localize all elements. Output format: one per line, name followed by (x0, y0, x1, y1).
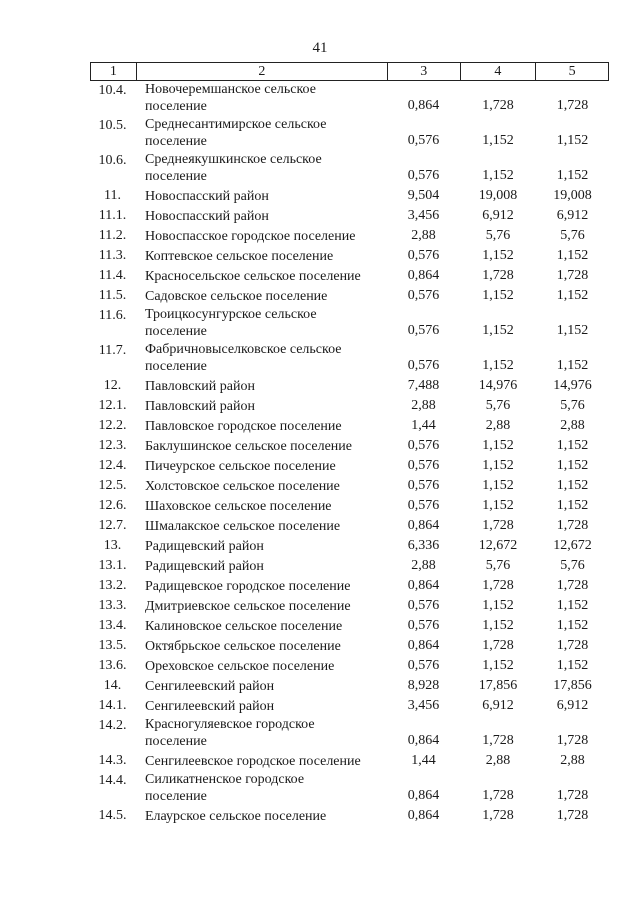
table-row (90, 206, 609, 226)
value-col-4: 1,152 (482, 358, 514, 373)
value-col-3: 2,88 (411, 398, 436, 413)
row-name (135, 438, 387, 455)
value-col-5: 1,728 (556, 808, 589, 823)
value-col-4: 1,728 (482, 733, 514, 748)
row-number: 13.2. (98, 578, 127, 593)
value-col-3: 0,576 (407, 498, 440, 513)
row-name (135, 753, 387, 770)
value-col-5: 1,728 (556, 788, 589, 803)
row-name (135, 498, 387, 515)
row-name-line: поселение (145, 99, 207, 114)
row-name (135, 208, 387, 225)
value-col-5: 1,728 (556, 268, 589, 283)
header-col-3: 3 (387, 63, 460, 80)
value-col-4: 1,728 (482, 578, 514, 593)
value-col-4: 1,152 (482, 598, 514, 613)
row-number: 12.4. (98, 458, 127, 473)
value-col-5: 6,912 (556, 208, 589, 223)
row-name-line: Холстовское сельское поселение (145, 478, 340, 494)
row-number: 10.5. (98, 118, 127, 133)
table-row (90, 536, 609, 556)
value-col-3: 0,864 (407, 268, 440, 283)
row-name (135, 458, 387, 475)
value-col-5: 5,76 (560, 558, 585, 573)
row-name-line: поселение (145, 169, 207, 184)
value-col-3: 0,576 (407, 133, 440, 148)
row-name-line: Новоспасское городское поселение (145, 228, 356, 244)
row-number: 12.5. (98, 478, 127, 493)
row-name-line: Среднеякушкинское сельское (145, 152, 322, 167)
value-col-5: 1,152 (556, 598, 589, 613)
value-col-5: 1,728 (556, 518, 589, 533)
value-col-3: 9,504 (407, 188, 440, 203)
row-name (135, 228, 387, 245)
value-col-5: 1,152 (556, 323, 589, 338)
value-col-5: 1,152 (556, 458, 589, 473)
value-col-5: 1,152 (556, 288, 589, 303)
row-name (135, 188, 387, 205)
value-col-5: 1,152 (556, 438, 589, 453)
row-name (135, 771, 387, 806)
row-number: 14.2. (98, 718, 127, 733)
row-number: 12.7. (98, 518, 127, 533)
value-col-5: 5,76 (560, 228, 585, 243)
row-name-line: Троицкосунгурское сельское (145, 307, 317, 322)
page-number: 41 (312, 40, 328, 56)
value-col-4: 12,672 (478, 538, 518, 553)
row-number: 11.3. (98, 248, 127, 263)
row-number: 11.1. (98, 208, 127, 223)
row-number: 11.4. (98, 268, 127, 283)
table-row (90, 616, 609, 636)
header-col-4: 4 (460, 63, 536, 80)
row-number: 11.5. (98, 288, 127, 303)
value-col-4: 1,728 (482, 518, 514, 533)
value-col-4: 1,152 (482, 133, 514, 148)
row-name (135, 288, 387, 305)
value-col-4: 1,152 (482, 168, 514, 183)
value-col-4: 1,152 (482, 618, 514, 633)
row-name-line: Елаурское сельское поселение (145, 808, 327, 824)
row-number: 14. (103, 678, 122, 693)
table-row (90, 416, 609, 436)
value-col-4: 17,856 (478, 678, 518, 693)
value-col-3: 0,864 (407, 638, 440, 653)
row-name-line: Радищевское городское поселение (145, 578, 351, 594)
value-col-5: 1,152 (556, 133, 589, 148)
row-number: 14.1. (98, 698, 127, 713)
row-number: 11. (104, 188, 121, 203)
allocation-table (90, 62, 609, 826)
row-name (135, 341, 387, 376)
row-name-line: Шаховское сельское поселение (145, 498, 332, 514)
table-row (90, 636, 609, 656)
value-col-3: 0,576 (407, 458, 440, 473)
row-name-line: Силикатненское городское (145, 772, 305, 787)
value-col-3: 0,576 (407, 598, 440, 613)
value-col-4: 6,912 (482, 208, 514, 223)
row-name-line: Павловский район (145, 398, 255, 414)
table-row (90, 151, 609, 186)
row-name-line: Калиновское сельское поселение (145, 618, 343, 634)
row-number: 11.7. (98, 343, 127, 358)
value-col-4: 1,152 (482, 438, 514, 453)
row-name-line: Сенгилеевский район (145, 678, 275, 694)
row-name-line: Павловское городское поселение (145, 418, 342, 434)
row-name-line: Садовское сельское поселение (145, 288, 328, 304)
table-row (90, 751, 609, 771)
value-col-3: 6,336 (407, 538, 440, 553)
value-col-5: 12,672 (553, 538, 592, 553)
row-name-line: Фабричновыселковское сельское (145, 342, 342, 357)
row-name (135, 808, 387, 825)
row-name-line: Красносельское сельское поселение (145, 268, 361, 284)
value-col-4: 1,728 (482, 788, 514, 803)
row-number: 13.1. (98, 558, 127, 573)
row-number: 13.6. (98, 658, 127, 673)
row-name-line: поселение (145, 134, 207, 149)
value-col-3: 0,576 (407, 438, 440, 453)
value-col-4: 19,008 (478, 188, 518, 203)
value-col-3: 0,864 (407, 518, 440, 533)
row-number: 14.3. (98, 753, 127, 768)
value-col-3: 0,576 (407, 168, 440, 183)
value-col-5: 5,76 (560, 398, 585, 413)
row-name-line: Сенгилеевское городское поселение (145, 753, 361, 769)
value-col-3: 0,576 (407, 618, 440, 633)
row-name (135, 268, 387, 285)
value-col-3: 2,88 (411, 558, 436, 573)
value-col-3: 0,864 (407, 578, 440, 593)
row-number: 14.4. (98, 773, 127, 788)
row-name-line: Ореховское сельское поселение (145, 658, 335, 674)
value-col-5: 1,728 (556, 98, 589, 113)
row-name (135, 558, 387, 575)
table-row (90, 226, 609, 246)
row-name-line: поселение (145, 359, 207, 374)
value-col-4: 1,152 (482, 458, 514, 473)
row-name (135, 658, 387, 675)
value-col-4: 5,76 (485, 558, 511, 573)
value-col-4: 5,76 (485, 228, 511, 243)
table-body (90, 81, 609, 826)
value-col-4: 1,152 (482, 288, 514, 303)
row-name (135, 418, 387, 435)
table-row (90, 456, 609, 476)
value-col-4: 1,728 (482, 98, 514, 113)
value-col-4: 2,88 (485, 418, 511, 433)
value-col-5: 2,88 (560, 418, 585, 433)
table-row (90, 696, 609, 716)
row-name-line: поселение (145, 734, 207, 749)
value-col-5: 2,88 (560, 753, 585, 768)
value-col-5: 1,152 (556, 168, 589, 183)
row-name (135, 306, 387, 341)
value-col-3: 3,456 (407, 208, 440, 223)
value-col-3: 2,88 (411, 228, 436, 243)
row-name-line: Радищевский район (145, 538, 264, 554)
row-name (135, 398, 387, 415)
table-row (90, 286, 609, 306)
value-col-5: 19,008 (553, 188, 592, 203)
row-name (135, 538, 387, 555)
header-col-5: 5 (535, 63, 608, 80)
value-col-3: 0,576 (407, 323, 440, 338)
value-col-3: 1,44 (411, 753, 436, 768)
value-col-4: 1,728 (482, 808, 514, 823)
table-row (90, 496, 609, 516)
row-number: 10.6. (98, 153, 127, 168)
table-row (90, 116, 609, 151)
row-name-line: Новоспасский район (145, 208, 269, 224)
row-name (135, 618, 387, 635)
value-col-4: 1,152 (482, 658, 514, 673)
table-row (90, 246, 609, 266)
row-name (135, 478, 387, 495)
row-name-line: Среднесантимирское сельское (145, 117, 327, 132)
row-name-line: поселение (145, 324, 207, 339)
row-name (135, 378, 387, 395)
value-col-5: 1,152 (556, 358, 589, 373)
row-name (135, 248, 387, 265)
table-row (90, 771, 609, 806)
row-name-line: Дмитриевское сельское поселение (145, 598, 351, 614)
row-name-line: Шмалакское сельское поселение (145, 518, 341, 534)
value-col-5: 1,152 (556, 248, 589, 263)
value-col-4: 6,912 (482, 698, 514, 713)
value-col-4: 5,76 (485, 398, 511, 413)
value-col-4: 1,152 (482, 478, 514, 493)
row-number: 11.6. (98, 308, 127, 323)
row-name-line: Павловский район (145, 378, 255, 394)
value-col-5: 1,152 (556, 478, 589, 493)
value-col-5: 1,152 (556, 658, 589, 673)
row-name-line: Баклушинское сельское поселение (145, 438, 352, 454)
value-col-5: 1,728 (556, 578, 589, 593)
table-row (90, 716, 609, 751)
value-col-3: 0,576 (407, 658, 440, 673)
row-name-line: Пичеурское сельское поселение (145, 458, 336, 474)
value-col-5: 17,856 (553, 678, 592, 693)
table-row (90, 81, 609, 116)
row-name-line: Сенгилеевский район (145, 698, 275, 714)
row-name-line: Новоспасский район (145, 188, 269, 204)
value-col-3: 0,576 (407, 358, 440, 373)
value-col-4: 1,728 (482, 268, 514, 283)
table-row (90, 186, 609, 206)
table-header (90, 62, 609, 81)
row-number: 12.1. (98, 398, 127, 413)
value-col-3: 7,488 (407, 378, 440, 393)
row-name-line: Радищевский район (145, 558, 264, 574)
row-name-line: Коптевское сельское поселение (145, 248, 334, 264)
value-col-3: 0,576 (407, 248, 440, 263)
row-name-line: поселение (145, 789, 207, 804)
table-row (90, 266, 609, 286)
header-col-2: 2 (136, 63, 387, 80)
table-row (90, 436, 609, 456)
row-number: 13.5. (98, 638, 127, 653)
value-col-3: 8,928 (407, 678, 440, 693)
table-row (90, 576, 609, 596)
row-name-line: Новочеремшанское сельское (145, 82, 316, 97)
value-col-5: 1,152 (556, 498, 589, 513)
value-col-3: 3,456 (407, 698, 440, 713)
value-col-5: 1,728 (556, 638, 589, 653)
table-row (90, 376, 609, 396)
row-name (135, 638, 387, 655)
row-name (135, 598, 387, 615)
row-name (135, 81, 387, 116)
value-col-5: 1,728 (556, 733, 589, 748)
value-col-4: 1,728 (482, 638, 514, 653)
value-col-3: 1,44 (411, 418, 436, 433)
value-col-5: 14,976 (553, 378, 592, 393)
table-row (90, 476, 609, 496)
value-col-4: 1,152 (482, 498, 514, 513)
table-row (90, 306, 609, 341)
row-name (135, 678, 387, 695)
value-col-4: 1,152 (482, 248, 514, 263)
row-number: 10.4. (98, 83, 127, 98)
value-col-3: 0,864 (407, 733, 440, 748)
row-name (135, 151, 387, 186)
value-col-4: 2,88 (485, 753, 511, 768)
row-number: 12.6. (98, 498, 127, 513)
header-col-1: 1 (109, 63, 117, 79)
value-col-3: 0,576 (407, 288, 440, 303)
table-row (90, 596, 609, 616)
value-col-3: 0,576 (407, 478, 440, 493)
value-col-4: 14,976 (478, 378, 518, 393)
row-number: 13.3. (98, 598, 127, 613)
row-name (135, 518, 387, 535)
value-col-5: 6,912 (556, 698, 589, 713)
table-row (90, 516, 609, 536)
value-col-4: 1,152 (482, 323, 514, 338)
row-name-line: Красногуляевское городское (145, 717, 315, 732)
row-number: 11.2. (98, 228, 127, 243)
row-number: 14.5. (98, 808, 127, 823)
row-name (135, 698, 387, 715)
row-number: 12.2. (98, 418, 127, 433)
row-number: 13.4. (98, 618, 127, 633)
row-name-line: Октябрьское сельское поселение (145, 638, 341, 654)
row-number: 13. (103, 538, 122, 553)
table-row (90, 676, 609, 696)
table-row (90, 341, 609, 376)
row-name (135, 116, 387, 151)
value-col-3: 0,864 (407, 788, 440, 803)
row-number: 12. (103, 378, 122, 393)
value-col-5: 1,152 (556, 618, 589, 633)
value-col-3: 0,864 (407, 808, 440, 823)
table-row (90, 806, 609, 826)
table-row (90, 656, 609, 676)
table-row (90, 396, 609, 416)
row-name (135, 716, 387, 751)
table-row (90, 556, 609, 576)
row-name (135, 578, 387, 595)
value-col-3: 0,864 (407, 98, 440, 113)
row-number: 12.3. (98, 438, 127, 453)
